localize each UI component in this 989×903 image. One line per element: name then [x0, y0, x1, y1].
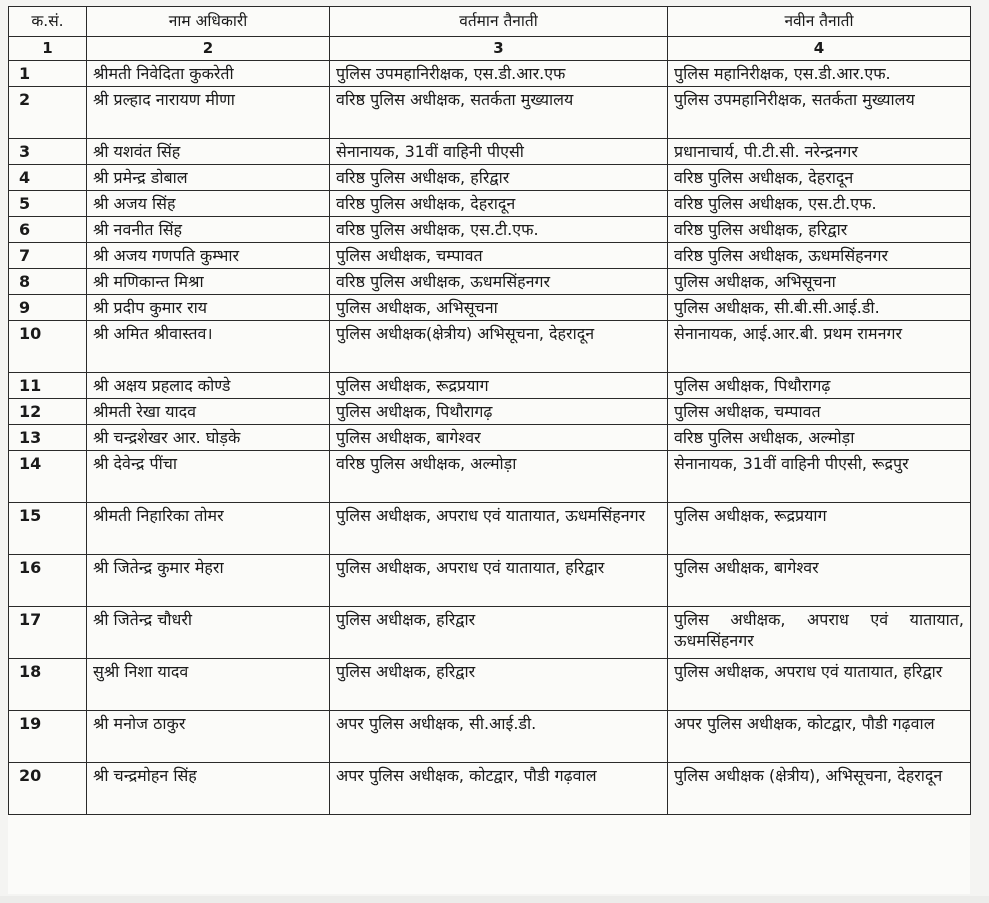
serial-number-cell: 19 — [9, 711, 87, 763]
new-posting-cell: वरिष्ठ पुलिस अधीक्षक, अल्मोड़ा — [668, 425, 971, 451]
new-posting-cell: पुलिस अधीक्षक, बागेश्वर — [668, 555, 971, 607]
table-row — [9, 503, 971, 555]
table-row — [9, 61, 971, 87]
officer-name-cell: श्री जितेन्द्र चौधरी — [87, 607, 330, 659]
new-posting-cell: पुलिस उपमहानिरीक्षक, सतर्कता मुख्यालय — [668, 87, 971, 139]
current-posting-cell: अपर पुलिस अधीक्षक, कोटद्वार, पौडी गढ़वाल — [330, 763, 668, 815]
new-posting-cell: सेनानायक, 31वीं वाहिनी पीएसी, रूद्रपुर — [668, 451, 971, 503]
table-row — [9, 763, 971, 815]
officer-name-cell: सुश्री निशा यादव — [87, 659, 330, 711]
serial-number-cell: 17 — [9, 607, 87, 659]
current-posting-cell: पुलिस अधीक्षक(क्षेत्रीय) अभिसूचना, देहरादून — [330, 321, 668, 373]
current-posting-cell: पुलिस अधीक्षक, हरिद्वार — [330, 607, 668, 659]
new-posting-cell: अपर पुलिस अधीक्षक, कोटद्वार, पौडी गढ़वाल — [668, 711, 971, 763]
new-posting-cell: वरिष्ठ पुलिस अधीक्षक, ऊधमसिंहनगर — [668, 243, 971, 269]
new-posting-cell: पुलिस अधीक्षक, सी.बी.सी.आई.डी. — [668, 295, 971, 321]
table-row — [9, 165, 971, 191]
officer-name-cell: श्री अक्षय प्रहलाद कोण्डे — [87, 373, 330, 399]
table-row — [9, 711, 971, 763]
current-posting-cell: वरिष्ठ पुलिस अधीक्षक, ऊधमसिंहनगर — [330, 269, 668, 295]
officer-name-cell: श्री मनोज ठाकुर — [87, 711, 330, 763]
new-posting-cell: सेनानायक, आई.आर.बी. प्रथम रामनगर — [668, 321, 971, 373]
new-posting-cell: पुलिस अधीक्षक, अभिसूचना — [668, 269, 971, 295]
table-row — [9, 139, 971, 165]
table-row — [9, 217, 971, 243]
current-posting-cell: वरिष्ठ पुलिस अधीक्षक, एस.टी.एफ. — [330, 217, 668, 243]
new-posting-cell: वरिष्ठ पुलिस अधीक्षक, एस.टी.एफ. — [668, 191, 971, 217]
header-row — [9, 7, 971, 37]
page-bottom-edge — [0, 896, 989, 903]
new-posting-cell: प्रधानाचार्य, पी.टी.सी. नरेन्द्रनगर — [668, 139, 971, 165]
header-name: नाम अधिकारी — [87, 7, 330, 37]
current-posting-cell: पुलिस अधीक्षक, अभिसूचना — [330, 295, 668, 321]
serial-number-cell: 15 — [9, 503, 87, 555]
serial-number-cell: 4 — [9, 165, 87, 191]
serial-number-cell: 3 — [9, 139, 87, 165]
current-posting-cell: पुलिस अधीक्षक, अपराध एवं यातायात, हरिद्वार — [330, 555, 668, 607]
current-posting-cell: पुलिस अधीक्षक, बागेश्वर — [330, 425, 668, 451]
table-row — [9, 269, 971, 295]
current-posting-cell: पुलिस अधीक्षक, हरिद्वार — [330, 659, 668, 711]
column-number: 2 — [87, 37, 330, 61]
new-posting-cell: पुलिस अधीक्षक, अपराध एवं यातायात, ऊधमसिंहनगर — [668, 607, 971, 659]
officer-name-cell: श्री प्रल्हाद नारायण मीणा — [87, 87, 330, 139]
officer-name-cell: श्रीमती निहारिका तोमर — [87, 503, 330, 555]
new-posting-cell: पुलिस अधीक्षक (क्षेत्रीय), अभिसूचना, देहरादून — [668, 763, 971, 815]
officer-name-cell: श्री चन्द्रमोहन सिंह — [87, 763, 330, 815]
new-posting-cell: वरिष्ठ पुलिस अधीक्षक, हरिद्वार — [668, 217, 971, 243]
current-posting-cell: पुलिस उपमहानिरीक्षक, एस.डी.आर.एफ — [330, 61, 668, 87]
new-posting-cell: पुलिस अधीक्षक, रूद्रप्रयाग — [668, 503, 971, 555]
current-posting-cell: पुलिस अधीक्षक, पिथौरागढ़ — [330, 399, 668, 425]
new-posting-cell: पुलिस महानिरीक्षक, एस.डी.आर.एफ. — [668, 61, 971, 87]
serial-number-cell: 11 — [9, 373, 87, 399]
transfer-table — [8, 6, 971, 815]
header-new-posting: नवीन तैनाती — [668, 7, 971, 37]
header-serial: क.सं. — [9, 7, 87, 37]
serial-number-cell: 20 — [9, 763, 87, 815]
table-row — [9, 295, 971, 321]
serial-number-cell: 1 — [9, 61, 87, 87]
officer-name-cell: श्री यशवंत सिंह — [87, 139, 330, 165]
serial-number-cell: 18 — [9, 659, 87, 711]
officer-name-cell: श्री नवनीत सिंह — [87, 217, 330, 243]
serial-number-cell: 14 — [9, 451, 87, 503]
table-row — [9, 191, 971, 217]
current-posting-cell: सेनानायक, 31वीं वाहिनी पीएसी — [330, 139, 668, 165]
serial-number-cell: 10 — [9, 321, 87, 373]
new-posting-cell: वरिष्ठ पुलिस अधीक्षक, देहरादून — [668, 165, 971, 191]
serial-number-cell: 8 — [9, 269, 87, 295]
officer-name-cell: श्रीमती रेखा यादव — [87, 399, 330, 425]
header-current-posting: वर्तमान तैनाती — [330, 7, 668, 37]
column-number: 4 — [668, 37, 971, 61]
serial-number-cell: 5 — [9, 191, 87, 217]
serial-number-cell: 12 — [9, 399, 87, 425]
table-row — [9, 321, 971, 373]
table-row — [9, 451, 971, 503]
serial-number-cell: 2 — [9, 87, 87, 139]
officer-name-cell: श्रीमती निवेदिता कुकरेती — [87, 61, 330, 87]
column-number: 3 — [330, 37, 668, 61]
table-row — [9, 607, 971, 659]
table-row — [9, 243, 971, 269]
officer-name-cell: श्री अजय सिंह — [87, 191, 330, 217]
serial-number-cell: 9 — [9, 295, 87, 321]
officer-name-cell: श्री प्रमेन्द्र डोबाल — [87, 165, 330, 191]
officer-name-cell: श्री मणिकान्त मिश्रा — [87, 269, 330, 295]
table-row — [9, 659, 971, 711]
transfer-list-document — [8, 6, 970, 894]
current-posting-cell: पुलिस अधीक्षक, अपराध एवं यातायात, ऊधमसिंहनगर — [330, 503, 668, 555]
new-posting-cell: पुलिस अधीक्षक, पिथौरागढ़ — [668, 373, 971, 399]
current-posting-cell: वरिष्ठ पुलिस अधीक्षक, हरिद्वार — [330, 165, 668, 191]
officer-name-cell: श्री चन्द्रशेखर आर. घोड़के — [87, 425, 330, 451]
officer-name-cell: श्री प्रदीप कुमार राय — [87, 295, 330, 321]
current-posting-cell: वरिष्ठ पुलिस अधीक्षक, देहरादून — [330, 191, 668, 217]
table-body — [9, 61, 971, 815]
table-row — [9, 555, 971, 607]
table-row — [9, 373, 971, 399]
current-posting-cell: वरिष्ठ पुलिस अधीक्षक, सतर्कता मुख्यालय — [330, 87, 668, 139]
officer-name-cell: श्री देवेन्द्र पींचा — [87, 451, 330, 503]
table-row — [9, 425, 971, 451]
current-posting-cell: अपर पुलिस अधीक्षक, सी.आई.डी. — [330, 711, 668, 763]
officer-name-cell: श्री जितेन्द्र कुमार मेहरा — [87, 555, 330, 607]
officer-name-cell: श्री अजय गणपति कुम्भार — [87, 243, 330, 269]
serial-number-cell: 16 — [9, 555, 87, 607]
serial-number-cell: 13 — [9, 425, 87, 451]
table-row — [9, 87, 971, 139]
officer-name-cell: श्री अमित श्रीवास्तव। — [87, 321, 330, 373]
new-posting-cell: पुलिस अधीक्षक, अपराध एवं यातायात, हरिद्वार — [668, 659, 971, 711]
current-posting-cell: पुलिस अधीक्षक, रूद्रप्रयाग — [330, 373, 668, 399]
new-posting-cell: पुलिस अधीक्षक, चम्पावत — [668, 399, 971, 425]
column-number: 1 — [9, 37, 87, 61]
serial-number-cell: 7 — [9, 243, 87, 269]
serial-number-cell: 6 — [9, 217, 87, 243]
table-row — [9, 399, 971, 425]
column-number-row — [9, 37, 971, 61]
current-posting-cell: वरिष्ठ पुलिस अधीक्षक, अल्मोड़ा — [330, 451, 668, 503]
current-posting-cell: पुलिस अधीक्षक, चम्पावत — [330, 243, 668, 269]
